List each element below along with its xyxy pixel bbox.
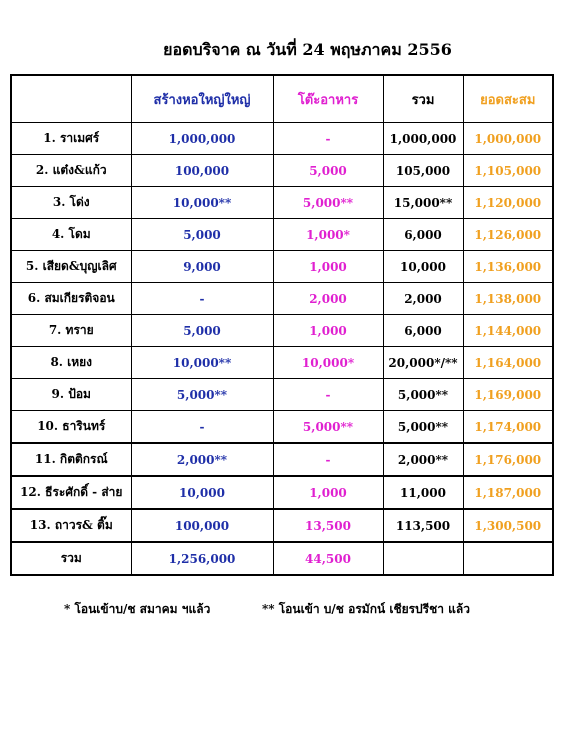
row-total: 15,000** xyxy=(383,187,463,219)
table-row xyxy=(11,283,553,315)
row-food: 13,500 xyxy=(273,509,383,542)
row-name: 2. แต๋ง&แก้ว xyxy=(11,155,131,187)
row-hall: 100,000 xyxy=(131,509,273,542)
row-name: 3. โด่ง xyxy=(11,187,131,219)
row-hall: 10,000 xyxy=(131,476,273,509)
header-cumulative: ยอดสะสม xyxy=(463,75,553,123)
totals-row xyxy=(11,542,553,575)
table-row xyxy=(11,509,553,542)
row-food: 5,000 xyxy=(273,155,383,187)
row-cumulative: 1,164,000 xyxy=(463,347,553,379)
row-food: - xyxy=(273,123,383,155)
row-cumulative: 1,105,000 xyxy=(463,155,553,187)
table-row xyxy=(11,315,553,347)
row-hall: 2,000** xyxy=(131,443,273,476)
row-total: 20,000*/** xyxy=(383,347,463,379)
totals-cumulative xyxy=(463,542,553,575)
table-row xyxy=(11,123,553,155)
row-total: 2,000 xyxy=(383,283,463,315)
row-cumulative: 1,174,000 xyxy=(463,411,553,444)
table-row xyxy=(11,476,553,509)
row-food: 2,000 xyxy=(273,283,383,315)
row-food: 1,000* xyxy=(273,219,383,251)
row-total: 11,000 xyxy=(383,476,463,509)
row-name: 5. เสียด&บุญเลิศ xyxy=(11,251,131,283)
row-name: 1. ราเมศร์ xyxy=(11,123,131,155)
row-food: - xyxy=(273,379,383,411)
row-name: 11. กิตติกรณ์ xyxy=(11,443,131,476)
header-name xyxy=(11,75,131,123)
row-food: - xyxy=(273,443,383,476)
row-total: 5,000** xyxy=(383,379,463,411)
row-food: 1,000 xyxy=(273,476,383,509)
header-food: โต๊ะอาหาร xyxy=(273,75,383,123)
footnote-single-star: * โอนเข้าบ/ช สมาคม ฯแล้ว xyxy=(64,602,211,616)
row-cumulative: 1,136,000 xyxy=(463,251,553,283)
row-food: 5,000** xyxy=(273,411,383,444)
row-hall: 5,000 xyxy=(131,315,273,347)
header-total: รวม xyxy=(383,75,463,123)
totals-total xyxy=(383,542,463,575)
row-name: 7. ทราย xyxy=(11,315,131,347)
row-cumulative: 1,187,000 xyxy=(463,476,553,509)
row-hall: 10,000** xyxy=(131,187,273,219)
row-hall: - xyxy=(131,283,273,315)
table-row xyxy=(11,379,553,411)
row-name: 4. โดม xyxy=(11,219,131,251)
table-row xyxy=(11,155,553,187)
row-hall: 10,000** xyxy=(131,347,273,379)
row-total: 1,000,000 xyxy=(383,123,463,155)
row-cumulative: 1,138,000 xyxy=(463,283,553,315)
row-hall: 9,000 xyxy=(131,251,273,283)
table-row xyxy=(11,443,553,476)
row-cumulative: 1,176,000 xyxy=(463,443,553,476)
table-row xyxy=(11,347,553,379)
row-food: 1,000 xyxy=(273,251,383,283)
row-cumulative: 1,169,000 xyxy=(463,379,553,411)
totals-label: รวม xyxy=(11,542,131,575)
row-hall: 100,000 xyxy=(131,155,273,187)
page-title: ยอดบริจาค ณ วันที่ 24 พฤษภาคม 2556 xyxy=(163,40,452,59)
row-hall: - xyxy=(131,411,273,444)
donation-table xyxy=(10,74,554,576)
row-name: 9. ป้อม xyxy=(11,379,131,411)
row-food: 1,000 xyxy=(273,315,383,347)
row-name: 8. เหยง xyxy=(11,347,131,379)
row-name: 13. ถาวร& ติ๊ม xyxy=(11,509,131,542)
row-cumulative: 1,000,000 xyxy=(463,123,553,155)
row-total: 2,000** xyxy=(383,443,463,476)
row-cumulative: 1,126,000 xyxy=(463,219,553,251)
row-name: 6. สมเกียรติจอน xyxy=(11,283,131,315)
row-food: 10,000* xyxy=(273,347,383,379)
row-total: 105,000 xyxy=(383,155,463,187)
footnote-double-star: ** โอนเข้า บ/ช อรมักน์ เชียรปรีชา แล้ว xyxy=(262,602,471,616)
row-cumulative: 1,120,000 xyxy=(463,187,553,219)
row-total: 6,000 xyxy=(383,219,463,251)
row-name: 10. ธารินทร์ xyxy=(11,411,131,444)
row-cumulative: 1,300,500 xyxy=(463,509,553,542)
header-row xyxy=(11,75,553,123)
row-total: 10,000 xyxy=(383,251,463,283)
row-hall: 5,000** xyxy=(131,379,273,411)
row-total: 6,000 xyxy=(383,315,463,347)
header-hall: สร้างหอใหญ่ใหญ่ xyxy=(131,75,273,123)
table-row xyxy=(11,411,553,444)
row-hall: 1,000,000 xyxy=(131,123,273,155)
row-hall: 5,000 xyxy=(131,219,273,251)
totals-hall: 1,256,000 xyxy=(131,542,273,575)
table-row xyxy=(11,251,553,283)
row-total: 5,000** xyxy=(383,411,463,444)
totals-food: 44,500 xyxy=(273,542,383,575)
row-total: 113,500 xyxy=(383,509,463,542)
table-row xyxy=(11,187,553,219)
table-row xyxy=(11,219,553,251)
row-food: 5,000** xyxy=(273,187,383,219)
row-name: 12. ธีระศักดิ์ - ส่าย xyxy=(11,476,131,509)
row-cumulative: 1,144,000 xyxy=(463,315,553,347)
